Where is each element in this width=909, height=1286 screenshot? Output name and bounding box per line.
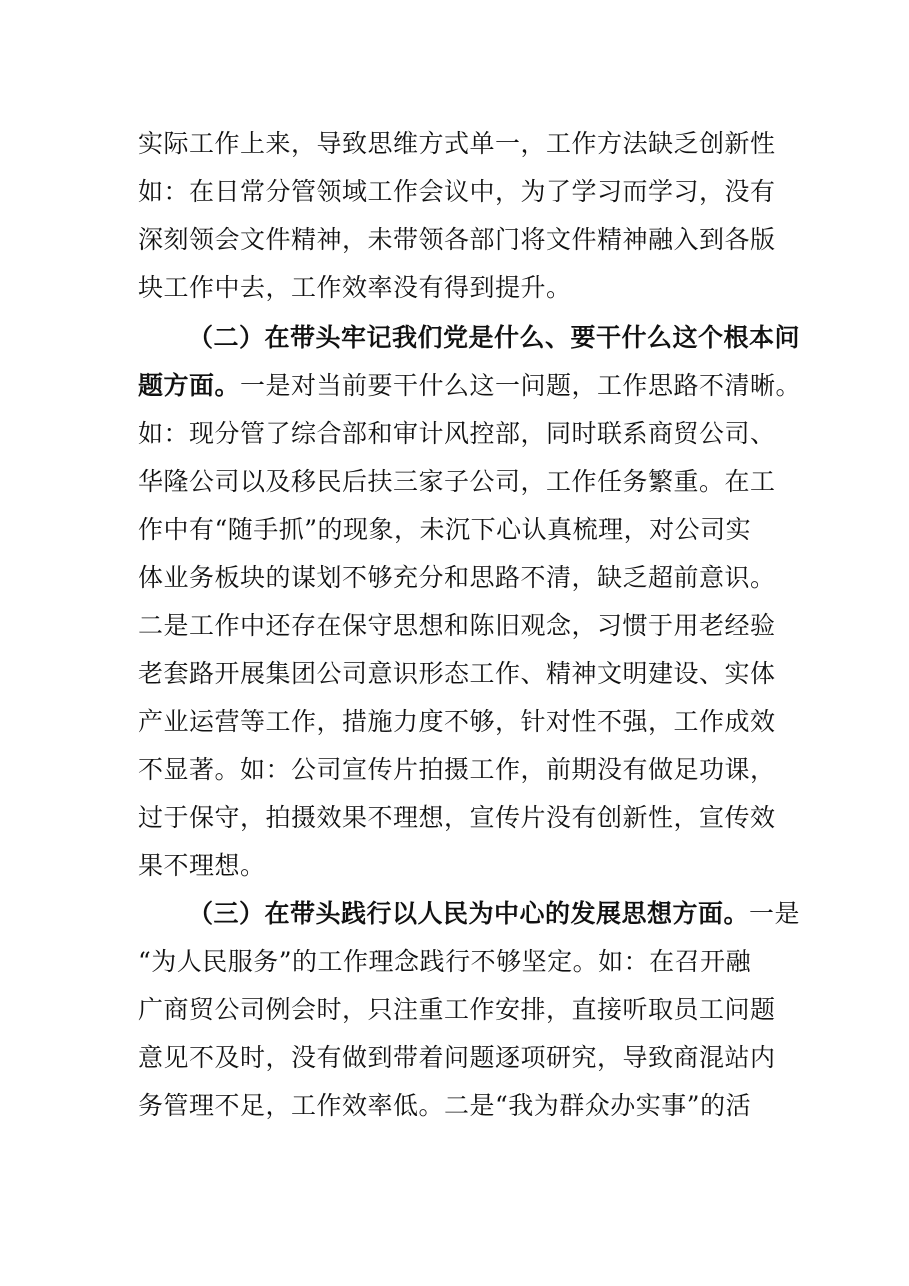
paragraph-line: 果不理想。: [138, 851, 266, 880]
paragraph-text: 一是: [749, 899, 801, 928]
paragraph-line: 体业务板块的谋划不够充分和思路不清，缺乏超前意识。: [138, 563, 776, 592]
paragraph-line: 二是工作中还存在保守思想和陈旧观念，习惯于用老经验: [138, 611, 776, 640]
section-heading-2-end: 题方面。: [138, 371, 241, 400]
paragraph-line: 如：现分管了综合部和审计风控部，同时联系商贸公司、: [138, 419, 776, 448]
section-heading-2: （二）在带头牢记我们党是什么、要干什么这个根本问: [188, 323, 801, 352]
paragraph-line: 华隆公司以及移民后扶三家子公司，工作任务繁重。在工: [138, 467, 776, 496]
paragraph-line: 如：在日常分管领域工作会议中，为了学习而学习，没有: [138, 177, 776, 206]
paragraph-text: 一是对当前要干什么这一问题，工作思路不清晰。: [240, 371, 802, 400]
paragraph-line: 产业运营等工作，措施力度不够，针对性不强，工作成效: [138, 707, 776, 736]
paragraph-line: 实际工作上来，导致思维方式单一，工作方法缺乏创新性: [138, 129, 776, 158]
paragraph-line: 过于保守，拍摄效果不理想，宣传片没有创新性，宣传效: [138, 803, 776, 832]
paragraph-line: 务管理不足，工作效率低。二是“我为群众办实事”的活: [138, 1091, 752, 1120]
section-heading-line: [188, 322, 801, 354]
paragraph-line: 不显著。如：公司宣传片拍摄工作，前期没有做足功课，: [138, 755, 776, 784]
paragraph-line: 深刻领会文件精神，未带领各部门将文件精神融入到各版: [138, 225, 776, 254]
paragraph-line: 块工作中去，工作效率没有得到提升。: [138, 273, 572, 302]
paragraph-line: 作中有“随手抓”的现象，未沉下心认真梳理，对公司实: [138, 515, 752, 544]
paragraph-line: 广商贸公司例会时，只注重工作安排，直接听取员工问题: [138, 995, 776, 1024]
paragraph-line: 意见不及时，没有做到带着问题逐项研究，导致商混站内: [138, 1043, 776, 1072]
section-heading-line: [188, 898, 801, 930]
section-heading-3: （三）在带头践行以人民为中心的发展思想方面。: [188, 899, 750, 928]
paragraph-line: “为人民服务”的工作理念践行不够坚定。如：在召开融: [138, 947, 752, 976]
section-heading-line: [138, 370, 802, 402]
paragraph-line: 老套路开展集团公司意识形态工作、精神文明建设、实体: [138, 659, 776, 688]
